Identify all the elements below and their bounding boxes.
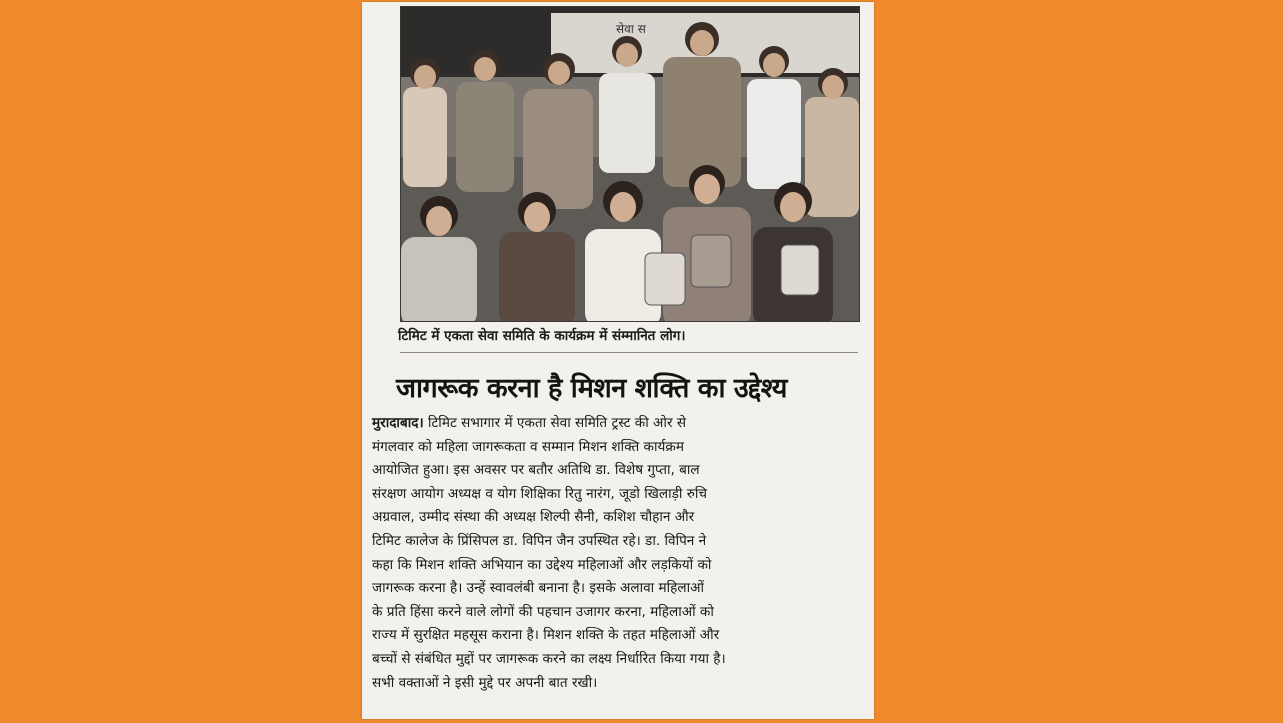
article-line: के प्रति हिंसा करने वाले लोगों की पहचान उजागर करना, महिलाओं को	[372, 603, 714, 620]
article-line: कहा कि मिशन शक्ति अभियान का उद्देश्य महिलाओं और लड़कियों को	[372, 556, 712, 573]
article-line: बच्चों से संबंधित मुद्दों पर जागरूक करने का लक्ष्य निर्धारित किया गया है।	[372, 650, 726, 667]
article-line: सभी वक्ताओं ने इसी मुद्दे पर अपनी बात रखी।	[372, 674, 598, 691]
article-line: संरक्षण आयोग अध्यक्ष व योग शिक्षिका रितु नारंग, जूडो खिलाड़ी रुचि	[372, 485, 707, 502]
article-line: मंगलवार को महिला जागरूकता व सम्मान मिशन शक्ति कार्यक्रम	[372, 438, 684, 455]
article-body	[372, 412, 872, 695]
news-photo	[400, 6, 860, 322]
article-line: जागरूक करना है। उन्हें स्वावलंबी बनाना है। इसके अलावा महिलाओं	[372, 580, 705, 597]
newspaper-clipping	[362, 2, 874, 719]
headline: जागरूक करना है मिशन शक्ति का उद्देश्य	[396, 373, 787, 404]
article-line: टिमिट कालेज के प्रिंसिपल डा. विपिन जैन उपस्थित रहे। डा. विपिन ने	[372, 532, 707, 549]
article-line: राज्य में सुरक्षित महसूस कराना है। मिशन शक्ति के तहत महिलाओं और	[372, 627, 720, 644]
group-photo-image	[401, 7, 859, 321]
dateline: मुरादाबाद।	[372, 415, 424, 431]
article-line-text: टिमिट सभागार में एकता सेवा समिति ट्रस्ट की ओर से	[427, 415, 687, 431]
photo-caption: टिमिट में एकता सेवा समिति के कार्यक्रम में संम्मानित लोग।	[398, 328, 686, 344]
article-line	[372, 412, 872, 436]
photo-banner-text: सेवा स	[616, 22, 646, 36]
caption-divider	[400, 352, 858, 353]
article-line: अग्रवाल, उम्मीद संस्था की अध्यक्ष शिल्पी सैनी, कशिश चौहान और	[372, 509, 695, 526]
article-line: आयोजित हुआ। इस अवसर पर बतौर अतिथि डा. विशेष गुप्ता, बाल	[372, 462, 700, 479]
